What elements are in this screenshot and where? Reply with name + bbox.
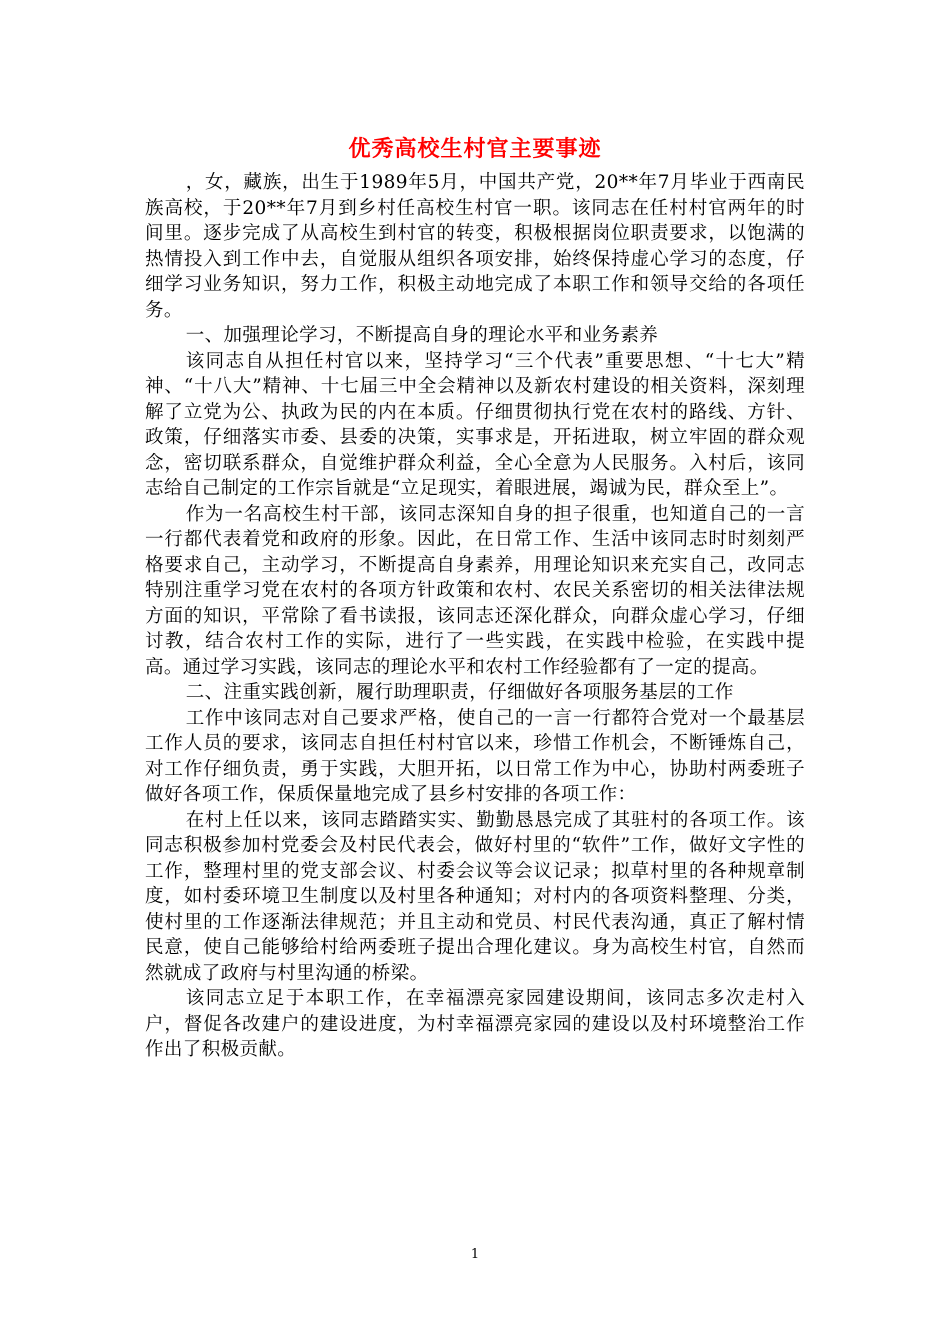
section-heading-1: 一、加强理论学习，不断提高自身的理论水平和业务素养 [185,325,659,346]
paragraph-village-work: 在村上任以来，该同志踏踏实实、勤勤恳恳完成了其驻村的各项工作。该同志积极参加村党委会及村民代表会，做好村里的“软件”工作，做好文字性的工作，整理村里的党支部会议、村委会议等会议记录；拟草村里的各种规章制度，如村委环境卫生制度以及村里各种通知；对村内的各项资料整理、分类，使村里的工作逐渐法律规范；并且主动和党员、村民代表沟通，真正了解村情民意，使自己能够给村给两委班子提出合理化建议。身为高校生村官，自然而然就成了政府与村里沟通的桥梁。 [145,809,805,984]
paragraph-home-construction: 该同志立足于本职工作，在幸福漂亮家园建设期间，该同志多次走村入户，督促各改建户的建设进度，为村幸福漂亮家园的建设以及村环境整治工作作出了积极贡献。 [145,988,805,1060]
section-heading-2: 二、注重实践创新，履行助理职责，仔细做好各项服务基层的工作 [185,682,734,703]
paragraph-self-requirement: 作为一名高校生村干部，该同志深知自身的担子很重，也知道自己的一言一行都代表着党和政府的形象。因此，在日常工作、生活中该同志时时刻刻严格要求自己，主动学习，不断提高自身素养，用理论知识来充实自己，改同志特别注重学习党在农村的各项方针政策和农村、农民关系密切的相关法律法规方面的知识，平常除了看书读报，该同志还深化群众，向群众虚心学习，仔细讨教，结合农村工作的实际，进行了一些实践，在实践中检验，在实践中提高。通过学习实践，该同志的理论水平和农村工作经验都有了一定的提高。 [145,503,805,678]
paragraph-theory-study: 该同志自从担任村官以来，坚持学习“三个代表”重要思想、“十七大”精神、“十八大”精神、十七届三中全会精神以及新农村建设的相关资料，深刻理解了立党为公、执政为民的内在本质。仔细贯彻执行党在农村的路线、方针、政策，仔细落实市委、县委的决策，实事求是，开拓进取，树立牢固的群众观念，密切联系群众，自觉维护群众利益，全心全意为人民服务。入村后，该同志给自己制定的工作宗旨就是“立足现实，着眼进展，竭诚为民，群众至上”。 [145,350,805,499]
page-number: 1 [470,1247,480,1262]
paragraph-intro: ，女，藏族，出生于1989年5月，中国共产党，20**年7月毕业于西南民族高校，于20**年7月到乡村任高校生村官一职。该同志在任村村官两年的时间里。逐步完成了从高校生到村官的转变，积极根据岗位职责要求，以饱满的热情投入到工作中去，自觉服从组织各项安排，始终保持虚心学习的态度，仔细学习业务知识，努力工作，积极主动地完成了本职工作和领导交给的各项任务。 [145,172,805,321]
document-body [145,128,805,1063]
paragraph-work-attitude: 工作中该同志对自己要求严格，使自己的一言一行都符合党对一个最基层工作人员的要求，该同志自担任村村官以来，珍惜工作机会，不断锤炼自己，对工作仔细负责，勇于实践，大胆开拓，以日常工作为中心，协助村两委班子做好各项工作，保质保量地完成了县乡村安排的各项工作： [145,707,805,805]
document-title: 优秀高校生村官主要事迹 [348,136,602,162]
